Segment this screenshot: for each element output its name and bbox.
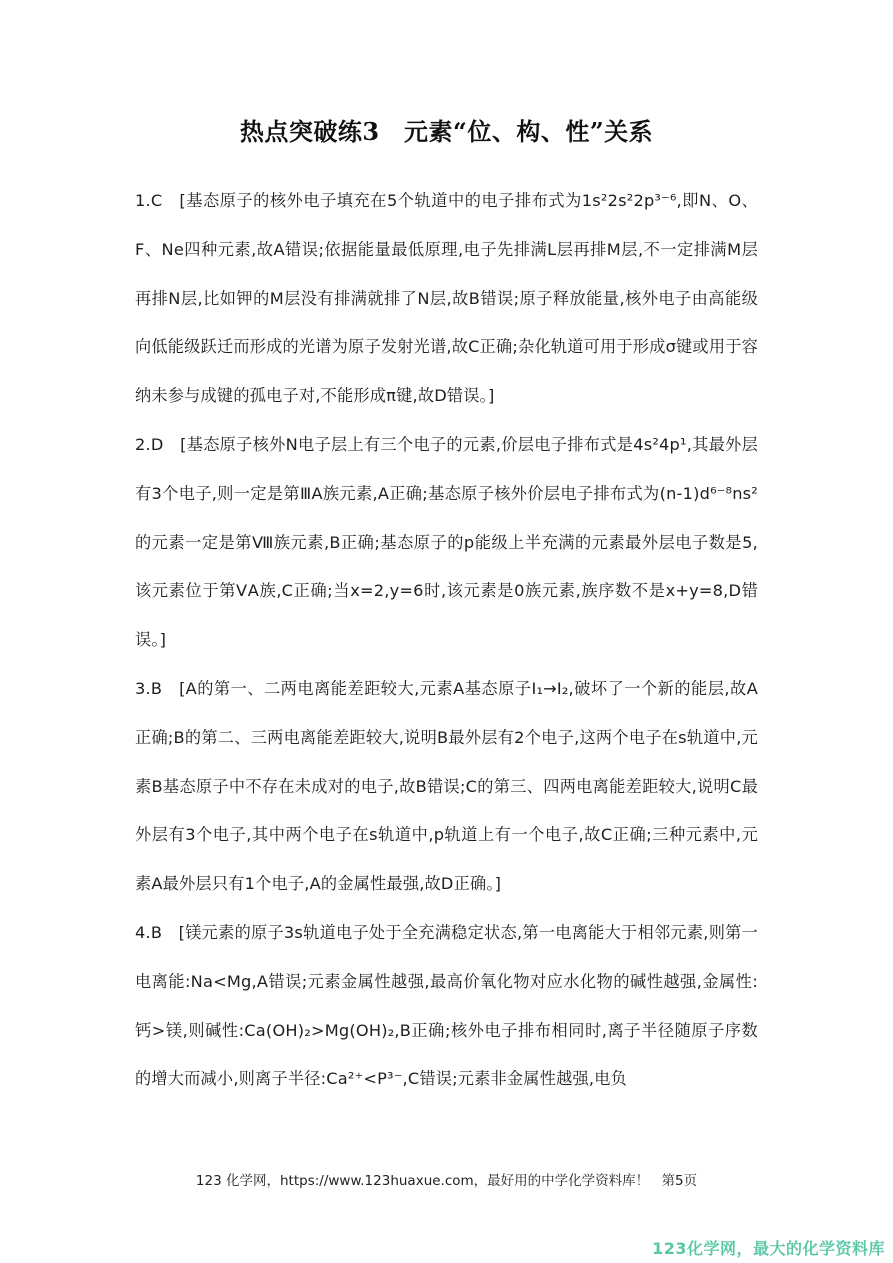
footer-page-number: 第5页 xyxy=(661,1173,698,1189)
answer-item-1: 1.C [基态原子的核外电子填充在5个轨道中的电子排布式为1s²2s²2p³⁻⁶,即N、O、F、Ne四种元素,故A错误;依据能量最低原理,电子先排满L层再排M层,不一定排满M层再排N层,比如钾的M层没有排满就排了N层,故B错误;原子释放能量,核外电子由高能级向低能级跃迁而形成的光谱为原子发射光谱,故C正确;杂化轨道可用于形成σ键或用于容纳未参与成键的孤电子对,不能形成π键,故D错误。] xyxy=(135,191,758,406)
answer-item-3: 3.B [A的第一、二两电离能差距较大,元素A基态原子I₁→I₂,破坏了一个新的能层,故A正确;B的第二、三两电离能差距较大,说明B最外层有2个电子,这两个电子在s轨道中,元素B基态原子中不存在未成对的电子,故B错误;C的第三、四两电离能差距较大,说明C最外层有3个电子,其中两个电子在s轨道中,p轨道上有一个电子,故C正确;三种元素中,元素A最外层只有1个电子,A的金属性最强,故D正确。] xyxy=(135,678,758,894)
footer-site-text: 123 化学网，https://www.123huaxue.com，最好用的中学化学资料库！ xyxy=(195,1173,650,1189)
answer-body xyxy=(135,177,758,1104)
page-title: 热点突破练3 元素“位、构、性”关系 xyxy=(239,117,654,146)
answer-item-4: 4.B [镁元素的原子3s轨道电子处于全充满稳定状态,第一电离能大于相邻元素,则第一电离能:Na<Mg,A错误;元素金属性越强,最高价氧化物对应水化物的碱性越强,金属性:钙>镁,则碱性:Ca(OH)₂>Mg(OH)₂,B正确;核外电子排布相同时,离子半径随原子序数的增大而减小,则离子半径:Ca²⁺<P³⁻,C错误;元素非金属性越强,电负 xyxy=(135,922,758,1089)
page-footer xyxy=(0,1169,893,1189)
watermark-text: 123化学网，最大的化学资料库 xyxy=(652,1239,885,1258)
answer-item-2: 2.D [基态原子核外N电子层上有三个电子的元素,价层电子排布式是4s²4p¹,其最外层有3个电子,则一定是第ⅢA族元素,A正确;基态原子核外价层电子排布式为(n-1)d⁶⁻⁸ns²的元素一定是第Ⅷ族元素,B正确;基态原子的p能级上半充满的元素最外层电子数是5,该元素位于第ⅤA族,C正确;当x=2,y=6时,该元素是0族元素,族序数不是x+y=8,D错误。] xyxy=(135,434,758,650)
